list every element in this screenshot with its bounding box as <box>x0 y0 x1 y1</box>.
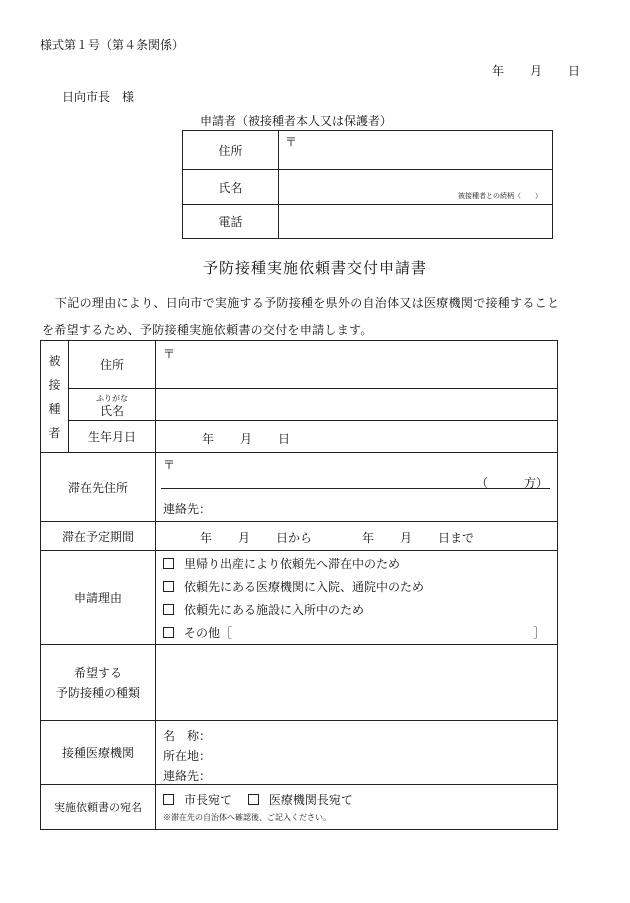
applicant-address-label: 住所 <box>183 131 279 170</box>
reason-checkbox-1[interactable] <box>163 558 174 569</box>
applicant-name-field[interactable] <box>279 170 553 205</box>
reason-option-other[interactable] <box>163 624 232 641</box>
birth-year-label: 年 <box>202 432 215 446</box>
reason-option-3[interactable] <box>163 601 364 618</box>
date-month-label: 月 <box>530 64 543 78</box>
period-day-from: 日から <box>276 531 313 545</box>
period-month-to: 月 <box>400 531 413 545</box>
postal-mark: 〒 <box>285 135 298 149</box>
reason-option-1[interactable] <box>163 555 400 572</box>
stay-address-underline <box>161 488 550 489</box>
birth-date-label: 生年月日 <box>69 421 156 453</box>
addressee-checkbox-mayor[interactable] <box>163 794 174 805</box>
reason-checkbox-3[interactable] <box>163 604 174 615</box>
request-addressee-field <box>156 785 558 830</box>
stay-period-label: 滞在予定期間 <box>41 522 156 551</box>
relation-note: 被接種者との続柄（ ） <box>458 192 542 200</box>
institution-label: 接種医療機関 <box>41 721 156 785</box>
period-month-from: 月 <box>238 531 251 545</box>
addressee-note: ※滞在先の自治体へ確認後、ご記入ください。 <box>163 813 331 822</box>
applicant-table <box>182 130 553 239</box>
reason-other-close: ］ <box>532 626 545 640</box>
vaccinee-address-field[interactable] <box>156 341 558 389</box>
stay-contact-label: 連絡先： <box>163 502 212 516</box>
applicant-phone-label: 電話 <box>183 205 279 239</box>
vaccine-type-field[interactable] <box>156 645 558 721</box>
reason-option-2[interactable] <box>163 578 424 595</box>
vaccinee-name-label: 氏名 <box>99 403 124 418</box>
addressee-options <box>163 791 353 808</box>
main-table <box>40 340 558 830</box>
date-year-label: 年 <box>492 64 505 78</box>
furigana-label: ふりがな <box>96 393 128 403</box>
vaccinee-postal-mark: 〒 <box>163 347 176 361</box>
institution-name-label: 名 称： <box>163 729 212 743</box>
page-title: 予防接種実施依頼書交付申請書 <box>202 259 427 277</box>
stay-postal-mark: 〒 <box>163 458 176 472</box>
form-number: 様式第１号（第４条関係） <box>40 38 185 52</box>
birth-day-label: 日 <box>278 432 291 446</box>
addressee-checkbox-hospital[interactable] <box>248 794 259 805</box>
vaccinee-address-label: 住所 <box>69 341 156 389</box>
reason-label: 申請理由 <box>41 551 156 645</box>
birth-date-field[interactable] <box>156 421 558 453</box>
vaccinee-name-field[interactable] <box>156 389 558 421</box>
vaccinee-char-4: 者 <box>48 425 61 440</box>
request-addressee-label: 実施依頼書の宛名 <box>41 785 156 830</box>
applicant-caption: 申請者（被接種者本人又は保護者） <box>200 114 393 128</box>
vaccine-type-label-2: 予防接種の種類 <box>55 685 140 700</box>
institution-field[interactable] <box>156 721 558 785</box>
intro-line-2: を希望するため、予防接種実施依頼書の交付を申請します。 <box>42 323 373 337</box>
addressee-option-mayor: 市長宛て <box>184 793 233 807</box>
reason-text-other: その他［ <box>184 626 233 640</box>
stay-address-field[interactable] <box>156 453 558 522</box>
reason-text-1: 里帰り出産により依頼先へ滞在中のため <box>184 557 401 571</box>
reason-text-3: 依頼先にある施設に入所中のため <box>184 603 365 617</box>
applicant-address-field[interactable] <box>279 131 553 170</box>
stay-period-field[interactable] <box>156 522 558 551</box>
date-day-label: 日 <box>568 64 581 78</box>
intro-line-1: 下記の理由により、日向市で実施する予防接種を県外の自治体又は医療機関で接種すること <box>55 296 560 310</box>
institution-address-label: 所在地： <box>163 749 212 763</box>
vaccinee-name-label-cell <box>69 389 156 421</box>
vaccinee-char-2: 接 <box>48 377 61 392</box>
stay-care-of: （ 方） <box>475 476 548 490</box>
addressee: 日向市長 様 <box>62 90 135 104</box>
vaccinee-group-label <box>41 341 69 453</box>
addressee-option-hospital: 医療機関長宛て <box>268 793 353 807</box>
period-day-to: 日まで <box>438 531 475 545</box>
birth-month-label: 月 <box>240 432 253 446</box>
vaccinee-char-1: 被 <box>48 353 61 368</box>
institution-contact-label: 連絡先： <box>163 769 212 783</box>
reason-checkbox-2[interactable] <box>163 581 174 592</box>
applicant-name-label: 氏名 <box>183 170 279 205</box>
vaccine-type-label-cell <box>41 645 156 721</box>
vaccine-type-label-1: 希望する <box>73 665 122 680</box>
vaccinee-char-3: 種 <box>48 401 61 416</box>
stay-address-label: 滞在先住所 <box>41 453 156 522</box>
reason-field <box>156 551 558 645</box>
period-year-to: 年 <box>362 531 375 545</box>
reason-checkbox-other[interactable] <box>163 627 174 638</box>
period-year-from: 年 <box>200 531 213 545</box>
applicant-phone-field[interactable] <box>279 205 553 239</box>
reason-text-2: 依頼先にある医療機関に入院、通院中のため <box>184 580 425 594</box>
